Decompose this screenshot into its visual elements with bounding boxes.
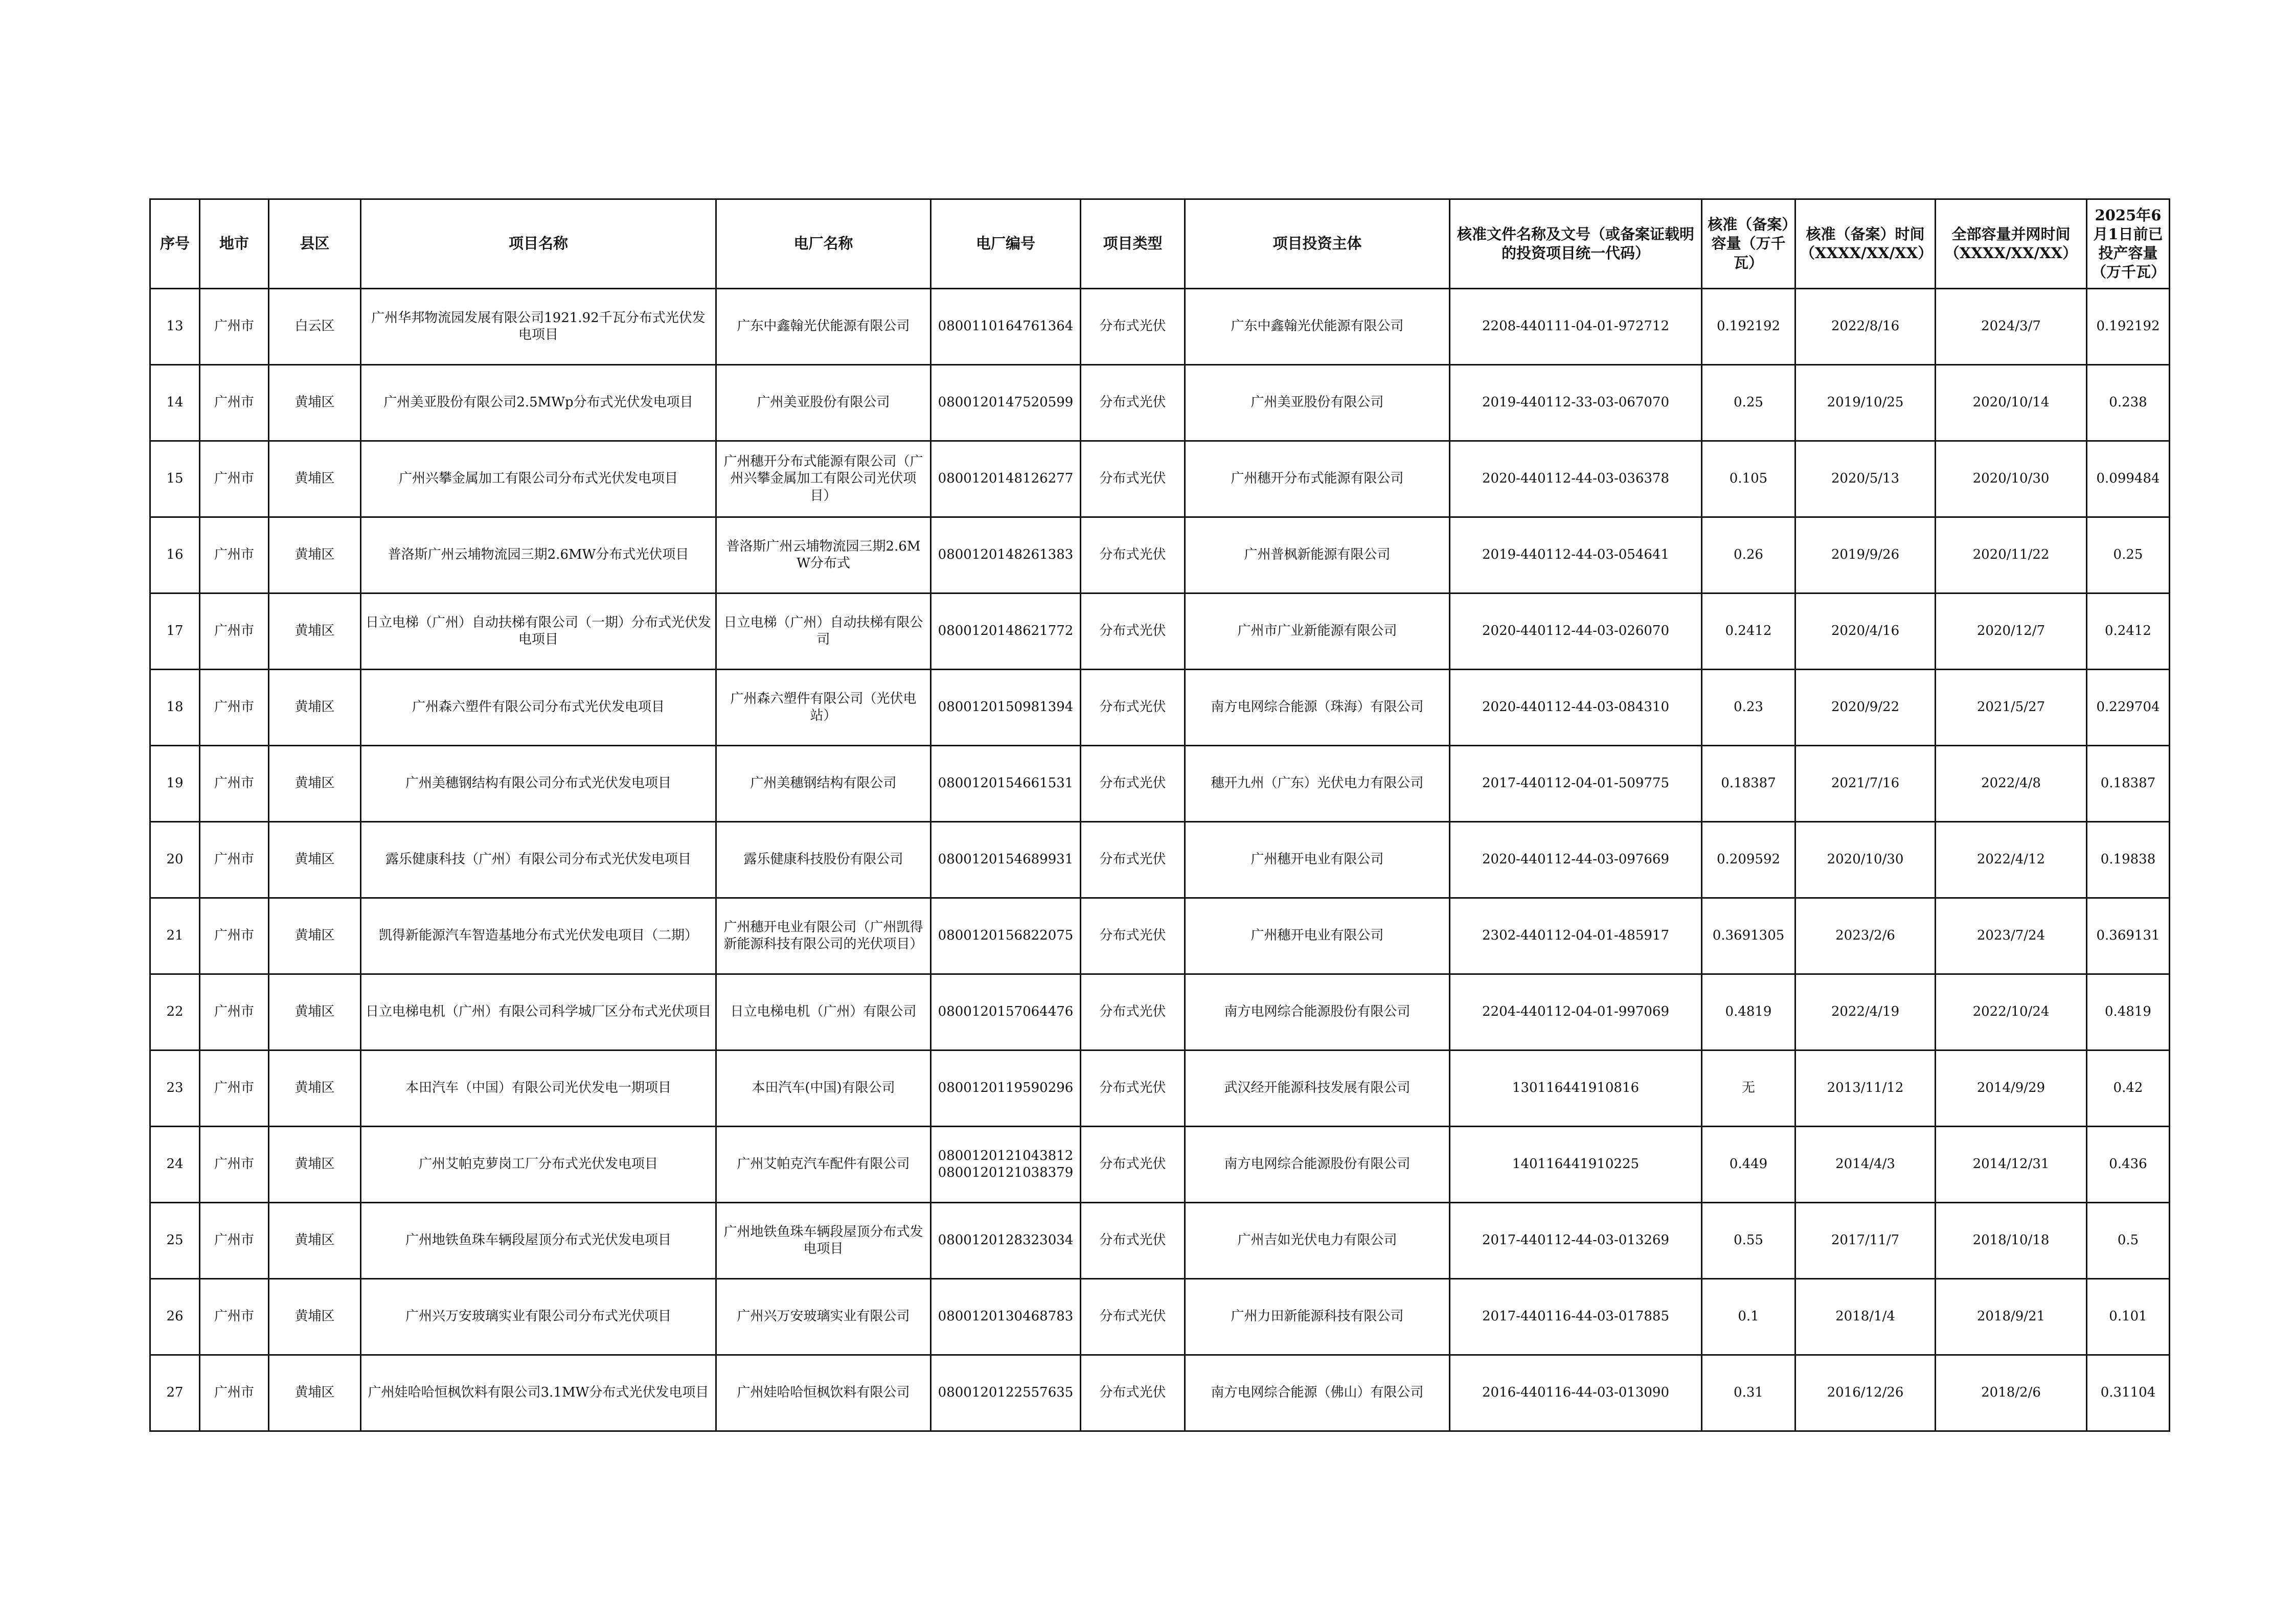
cell-approval-code: 2017-440112-04-01-509775 xyxy=(1450,746,1702,822)
cell-grid-date: 2020/11/22 xyxy=(1936,517,2087,593)
cell-approval-code: 130116441910816 xyxy=(1450,1050,1702,1127)
table-row xyxy=(150,1127,2170,1203)
column-header-project-name: 项目名称 xyxy=(361,199,716,289)
cell-operating-capacity: 0.436 xyxy=(2087,1127,2170,1203)
cell-district: 黄埔区 xyxy=(269,365,361,441)
cell-investor: 广州美亚股份有限公司 xyxy=(1185,365,1450,441)
cell-operating-capacity: 0.369131 xyxy=(2087,898,2170,974)
cell-city: 广州市 xyxy=(200,822,269,898)
cell-approval-code: 2017-440112-44-03-013269 xyxy=(1450,1203,1702,1279)
cell-project-type: 分布式光伏 xyxy=(1081,441,1185,517)
cell-operating-capacity: 0.25 xyxy=(2087,517,2170,593)
cell-approval-date: 2016/12/26 xyxy=(1795,1355,1936,1431)
cell-approval-code: 2017-440116-44-03-017885 xyxy=(1450,1279,1702,1355)
column-header-city: 地市 xyxy=(200,199,269,289)
cell-operating-capacity: 0.192192 xyxy=(2087,289,2170,365)
cell-investor: 南方电网综合能源（佛山）有限公司 xyxy=(1185,1355,1450,1431)
cell-plant-name: 广州穗开电业有限公司（广州凯得新能源科技有限公司的光伏项目） xyxy=(716,898,931,974)
cell-district: 黄埔区 xyxy=(269,1203,361,1279)
cell-seq: 18 xyxy=(150,670,200,746)
cell-district: 黄埔区 xyxy=(269,1050,361,1127)
table-row xyxy=(150,670,2170,746)
cell-project-name: 广州森六塑件有限公司分布式光伏发电项目 xyxy=(361,670,716,746)
cell-seq: 21 xyxy=(150,898,200,974)
cell-approved-capacity: 0.23 xyxy=(1702,670,1795,746)
cell-grid-date: 2020/10/30 xyxy=(1936,441,2087,517)
cell-seq: 20 xyxy=(150,822,200,898)
cell-project-type: 分布式光伏 xyxy=(1081,1355,1185,1431)
cell-city: 广州市 xyxy=(200,898,269,974)
cell-plant-code: 0800120150981394 xyxy=(931,670,1081,746)
column-header-project-type: 项目类型 xyxy=(1081,199,1185,289)
cell-project-name: 广州兴万安玻璃实业有限公司分布式光伏项目 xyxy=(361,1279,716,1355)
cell-project-name: 广州地铁鱼珠车辆段屋顶分布式光伏发电项目 xyxy=(361,1203,716,1279)
table-row xyxy=(150,593,2170,670)
cell-operating-capacity: 0.5 xyxy=(2087,1203,2170,1279)
header-row xyxy=(150,199,2170,289)
cell-investor: 广州吉如光伏电力有限公司 xyxy=(1185,1203,1450,1279)
cell-approval-date: 2020/5/13 xyxy=(1795,441,1936,517)
cell-approval-date: 2021/7/16 xyxy=(1795,746,1936,822)
cell-plant-code: 0800120148126277 xyxy=(931,441,1081,517)
cell-approved-capacity: 0.3691305 xyxy=(1702,898,1795,974)
cell-city: 广州市 xyxy=(200,1355,269,1431)
cell-plant-code: 0800120157064476 xyxy=(931,974,1081,1050)
column-header-grid-date: 全部容量并网时间（XXXX/XX/XX） xyxy=(1936,199,2087,289)
cell-project-name: 日立电梯（广州）自动扶梯有限公司（一期）分布式光伏发电项目 xyxy=(361,593,716,670)
cell-seq: 16 xyxy=(150,517,200,593)
cell-project-name: 露乐健康科技（广州）有限公司分布式光伏发电项目 xyxy=(361,822,716,898)
project-table xyxy=(149,198,2170,1432)
table-row xyxy=(150,289,2170,365)
cell-seq: 13 xyxy=(150,289,200,365)
cell-project-type: 分布式光伏 xyxy=(1081,746,1185,822)
cell-city: 广州市 xyxy=(200,441,269,517)
table-row xyxy=(150,898,2170,974)
cell-project-name: 广州美穗钢结构有限公司分布式光伏发电项目 xyxy=(361,746,716,822)
cell-approval-date: 2022/4/19 xyxy=(1795,974,1936,1050)
table-row xyxy=(150,365,2170,441)
cell-district: 黄埔区 xyxy=(269,974,361,1050)
cell-approval-date: 2023/2/6 xyxy=(1795,898,1936,974)
cell-approval-code: 2016-440116-44-03-013090 xyxy=(1450,1355,1702,1431)
cell-approval-date: 2013/11/12 xyxy=(1795,1050,1936,1127)
cell-plant-code: 0800120148621772 xyxy=(931,593,1081,670)
cell-approved-capacity: 0.4819 xyxy=(1702,974,1795,1050)
cell-approval-code: 2208-440111-04-01-972712 xyxy=(1450,289,1702,365)
cell-investor: 广州穗开电业有限公司 xyxy=(1185,898,1450,974)
cell-approval-date: 2020/4/16 xyxy=(1795,593,1936,670)
cell-project-name: 凯得新能源汽车智造基地分布式光伏发电项目（二期） xyxy=(361,898,716,974)
cell-city: 广州市 xyxy=(200,1050,269,1127)
cell-district: 黄埔区 xyxy=(269,517,361,593)
cell-district: 黄埔区 xyxy=(269,441,361,517)
cell-operating-capacity: 0.101 xyxy=(2087,1279,2170,1355)
cell-project-name: 广州华邦物流园发展有限公司1921.92千瓦分布式光伏发电项目 xyxy=(361,289,716,365)
cell-approved-capacity: 0.55 xyxy=(1702,1203,1795,1279)
cell-seq: 14 xyxy=(150,365,200,441)
cell-investor: 南方电网综合能源（珠海）有限公司 xyxy=(1185,670,1450,746)
cell-city: 广州市 xyxy=(200,1127,269,1203)
cell-district: 黄埔区 xyxy=(269,822,361,898)
cell-plant-name: 广东中鑫翰光伏能源有限公司 xyxy=(716,289,931,365)
cell-plant-name: 日立电梯（广州）自动扶梯有限公司 xyxy=(716,593,931,670)
cell-approved-capacity: 0.449 xyxy=(1702,1127,1795,1203)
cell-plant-code: 0800120147520599 xyxy=(931,365,1081,441)
cell-project-type: 分布式光伏 xyxy=(1081,1279,1185,1355)
cell-grid-date: 2021/5/27 xyxy=(1936,670,2087,746)
cell-approved-capacity: 0.18387 xyxy=(1702,746,1795,822)
cell-project-name: 广州娃哈哈恒枫饮料有限公司3.1MW分布式光伏发电项目 xyxy=(361,1355,716,1431)
cell-approval-code: 2020-440112-44-03-084310 xyxy=(1450,670,1702,746)
cell-grid-date: 2014/9/29 xyxy=(1936,1050,2087,1127)
cell-approved-capacity: 0.209592 xyxy=(1702,822,1795,898)
cell-plant-code: 0800120156822075 xyxy=(931,898,1081,974)
cell-approval-code: 2020-440112-44-03-026070 xyxy=(1450,593,1702,670)
cell-grid-date: 2022/4/8 xyxy=(1936,746,2087,822)
cell-seq: 27 xyxy=(150,1355,200,1431)
cell-plant-code: 0800120119590296 xyxy=(931,1050,1081,1127)
cell-district: 黄埔区 xyxy=(269,1279,361,1355)
cell-plant-name: 本田汽车(中国)有限公司 xyxy=(716,1050,931,1127)
cell-operating-capacity: 0.18387 xyxy=(2087,746,2170,822)
cell-approval-code: 2204-440112-04-01-997069 xyxy=(1450,974,1702,1050)
cell-approval-code: 140116441910225 xyxy=(1450,1127,1702,1203)
table-row xyxy=(150,1279,2170,1355)
cell-grid-date: 2020/12/7 xyxy=(1936,593,2087,670)
cell-operating-capacity: 0.238 xyxy=(2087,365,2170,441)
cell-investor: 穗开九州（广东）光伏电力有限公司 xyxy=(1185,746,1450,822)
cell-investor: 广东中鑫翰光伏能源有限公司 xyxy=(1185,289,1450,365)
table-header xyxy=(150,199,2170,289)
cell-operating-capacity: 0.229704 xyxy=(2087,670,2170,746)
cell-project-type: 分布式光伏 xyxy=(1081,1050,1185,1127)
table-row xyxy=(150,441,2170,517)
cell-project-type: 分布式光伏 xyxy=(1081,1203,1185,1279)
cell-plant-code: 0800120154689931 xyxy=(931,822,1081,898)
cell-seq: 15 xyxy=(150,441,200,517)
table-row xyxy=(150,974,2170,1050)
cell-plant-name: 广州森六塑件有限公司（光伏电站） xyxy=(716,670,931,746)
cell-city: 广州市 xyxy=(200,593,269,670)
cell-project-type: 分布式光伏 xyxy=(1081,593,1185,670)
column-header-approved-capacity: 核准（备案）容量（万千瓦） xyxy=(1702,199,1795,289)
cell-grid-date: 2022/4/12 xyxy=(1936,822,2087,898)
cell-investor: 广州穗开电业有限公司 xyxy=(1185,822,1450,898)
cell-project-name: 普洛斯广州云埔物流园三期2.6MW分布式光伏项目 xyxy=(361,517,716,593)
cell-project-type: 分布式光伏 xyxy=(1081,670,1185,746)
cell-approved-capacity: 0.26 xyxy=(1702,517,1795,593)
cell-approval-date: 2019/9/26 xyxy=(1795,517,1936,593)
cell-district: 黄埔区 xyxy=(269,1355,361,1431)
cell-approval-date: 2022/8/16 xyxy=(1795,289,1936,365)
table-row xyxy=(150,517,2170,593)
cell-plant-name: 广州美穗钢结构有限公司 xyxy=(716,746,931,822)
cell-district: 黄埔区 xyxy=(269,1127,361,1203)
cell-city: 广州市 xyxy=(200,1279,269,1355)
cell-investor: 南方电网综合能源股份有限公司 xyxy=(1185,1127,1450,1203)
cell-city: 广州市 xyxy=(200,1203,269,1279)
cell-project-name: 广州美亚股份有限公司2.5MWp分布式光伏发电项目 xyxy=(361,365,716,441)
cell-grid-date: 2018/2/6 xyxy=(1936,1355,2087,1431)
cell-investor: 南方电网综合能源股份有限公司 xyxy=(1185,974,1450,1050)
cell-investor: 广州市广业新能源有限公司 xyxy=(1185,593,1450,670)
cell-city: 广州市 xyxy=(200,365,269,441)
column-header-district: 县区 xyxy=(269,199,361,289)
cell-approved-capacity: 0.1 xyxy=(1702,1279,1795,1355)
cell-district: 黄埔区 xyxy=(269,593,361,670)
cell-plant-name: 广州娃哈哈恒枫饮料有限公司 xyxy=(716,1355,931,1431)
cell-district: 黄埔区 xyxy=(269,746,361,822)
table-row xyxy=(150,822,2170,898)
cell-plant-name: 广州兴万安玻璃实业有限公司 xyxy=(716,1279,931,1355)
cell-city: 广州市 xyxy=(200,974,269,1050)
cell-grid-date: 2022/10/24 xyxy=(1936,974,2087,1050)
cell-seq: 26 xyxy=(150,1279,200,1355)
cell-seq: 25 xyxy=(150,1203,200,1279)
cell-investor: 广州穗开分布式能源有限公司 xyxy=(1185,441,1450,517)
table-row xyxy=(150,746,2170,822)
cell-seq: 17 xyxy=(150,593,200,670)
cell-approval-code: 2019-440112-33-03-067070 xyxy=(1450,365,1702,441)
cell-approval-code: 2302-440112-04-01-485917 xyxy=(1450,898,1702,974)
column-header-approval-date: 核准（备案）时间（XXXX/XX/XX） xyxy=(1795,199,1936,289)
cell-seq: 19 xyxy=(150,746,200,822)
cell-project-type: 分布式光伏 xyxy=(1081,365,1185,441)
cell-plant-name: 露乐健康科技股份有限公司 xyxy=(716,822,931,898)
cell-project-type: 分布式光伏 xyxy=(1081,1127,1185,1203)
cell-plant-name: 广州穗开分布式能源有限公司（广州兴攀金属加工有限公司光伏项目） xyxy=(716,441,931,517)
cell-seq: 24 xyxy=(150,1127,200,1203)
cell-approval-code: 2020-440112-44-03-097669 xyxy=(1450,822,1702,898)
cell-plant-code: 0800110164761364 xyxy=(931,289,1081,365)
cell-operating-capacity: 0.31104 xyxy=(2087,1355,2170,1431)
cell-project-name: 本田汽车（中国）有限公司光伏发电一期项目 xyxy=(361,1050,716,1127)
cell-project-type: 分布式光伏 xyxy=(1081,898,1185,974)
cell-operating-capacity: 0.4819 xyxy=(2087,974,2170,1050)
cell-operating-capacity: 0.42 xyxy=(2087,1050,2170,1127)
cell-approved-capacity: 0.105 xyxy=(1702,441,1795,517)
cell-plant-name: 日立电梯电机（广州）有限公司 xyxy=(716,974,931,1050)
cell-approval-date: 2014/4/3 xyxy=(1795,1127,1936,1203)
table-row xyxy=(150,1050,2170,1127)
cell-project-type: 分布式光伏 xyxy=(1081,974,1185,1050)
cell-city: 广州市 xyxy=(200,517,269,593)
cell-operating-capacity: 0.2412 xyxy=(2087,593,2170,670)
cell-city: 广州市 xyxy=(200,670,269,746)
cell-grid-date: 2023/7/24 xyxy=(1936,898,2087,974)
cell-project-type: 分布式光伏 xyxy=(1081,289,1185,365)
cell-approved-capacity: 0.25 xyxy=(1702,365,1795,441)
column-header-plant-code: 电厂编号 xyxy=(931,199,1081,289)
cell-plant-code: 0800120128323034 xyxy=(931,1203,1081,1279)
table-body xyxy=(150,289,2170,1431)
cell-project-name: 日立电梯电机（广州）有限公司科学城厂区分布式光伏项目 xyxy=(361,974,716,1050)
cell-approved-capacity: 无 xyxy=(1702,1050,1795,1127)
cell-project-type: 分布式光伏 xyxy=(1081,822,1185,898)
cell-operating-capacity: 0.19838 xyxy=(2087,822,2170,898)
cell-plant-code: 0800120130468783 xyxy=(931,1279,1081,1355)
column-header-operating-capacity: 2025年6月1日前已投产容量（万千瓦） xyxy=(2087,199,2170,289)
cell-approval-code: 2020-440112-44-03-036378 xyxy=(1450,441,1702,517)
cell-plant-code: 0800120148261383 xyxy=(931,517,1081,593)
table-row xyxy=(150,1355,2170,1431)
cell-operating-capacity: 0.099484 xyxy=(2087,441,2170,517)
cell-district: 黄埔区 xyxy=(269,898,361,974)
cell-approval-date: 2018/1/4 xyxy=(1795,1279,1936,1355)
cell-approval-code: 2019-440112-44-03-054641 xyxy=(1450,517,1702,593)
cell-investor: 广州力田新能源科技有限公司 xyxy=(1185,1279,1450,1355)
cell-seq: 22 xyxy=(150,974,200,1050)
cell-city: 广州市 xyxy=(200,746,269,822)
cell-approval-date: 2020/10/30 xyxy=(1795,822,1936,898)
cell-plant-code: 0800120154661531 xyxy=(931,746,1081,822)
cell-city: 广州市 xyxy=(200,289,269,365)
cell-approved-capacity: 0.2412 xyxy=(1702,593,1795,670)
cell-approval-date: 2019/10/25 xyxy=(1795,365,1936,441)
cell-approved-capacity: 0.31 xyxy=(1702,1355,1795,1431)
cell-plant-name: 广州美亚股份有限公司 xyxy=(716,365,931,441)
cell-plant-name: 广州地铁鱼珠车辆段屋顶分布式发电项目 xyxy=(716,1203,931,1279)
cell-district: 白云区 xyxy=(269,289,361,365)
cell-grid-date: 2024/3/7 xyxy=(1936,289,2087,365)
cell-grid-date: 2020/10/14 xyxy=(1936,365,2087,441)
cell-approval-date: 2020/9/22 xyxy=(1795,670,1936,746)
cell-investor: 武汉经开能源科技发展有限公司 xyxy=(1185,1050,1450,1127)
cell-seq: 23 xyxy=(150,1050,200,1127)
cell-project-name: 广州艾帕克萝岗工厂分布式光伏发电项目 xyxy=(361,1127,716,1203)
cell-grid-date: 2018/9/21 xyxy=(1936,1279,2087,1355)
cell-plant-code: 0800120122557635 xyxy=(931,1355,1081,1431)
cell-approval-date: 2017/11/7 xyxy=(1795,1203,1936,1279)
table-row xyxy=(150,1203,2170,1279)
cell-project-type: 分布式光伏 xyxy=(1081,517,1185,593)
column-header-approval-code: 核准文件名称及文号（或备案证载明的投资项目统一代码） xyxy=(1450,199,1702,289)
cell-plant-name: 广州艾帕克汽车配件有限公司 xyxy=(716,1127,931,1203)
cell-plant-name: 普洛斯广州云埔物流园三期2.6MW分布式 xyxy=(716,517,931,593)
cell-grid-date: 2018/10/18 xyxy=(1936,1203,2087,1279)
column-header-plant-name: 电厂名称 xyxy=(716,199,931,289)
cell-district: 黄埔区 xyxy=(269,670,361,746)
cell-grid-date: 2014/12/31 xyxy=(1936,1127,2087,1203)
cell-project-name: 广州兴攀金属加工有限公司分布式光伏发电项目 xyxy=(361,441,716,517)
column-header-investor: 项目投资主体 xyxy=(1185,199,1450,289)
column-header-seq: 序号 xyxy=(150,199,200,289)
cell-investor: 广州普枫新能源有限公司 xyxy=(1185,517,1450,593)
cell-plant-code: 0800120121043812 0800120121038379 xyxy=(931,1127,1081,1203)
cell-approved-capacity: 0.192192 xyxy=(1702,289,1795,365)
